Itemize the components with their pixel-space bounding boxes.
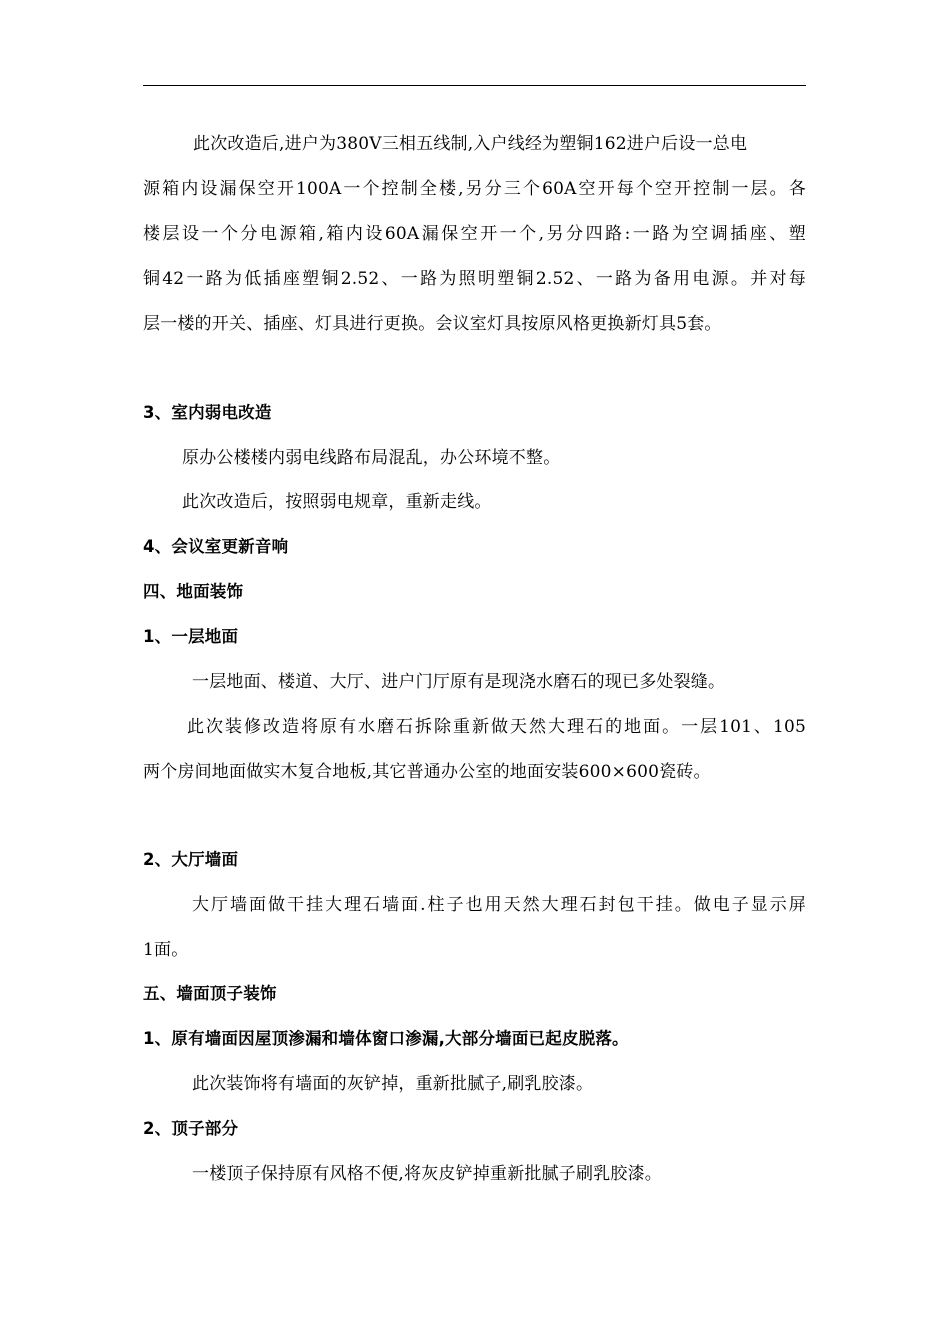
body-text-line: 此次装饰将有墙面的灰铲掉，重新批腻子,刷乳胶漆。 (192, 1074, 594, 1094)
body-text-line: 此次改造后，按照弱电规章，重新走线。 (182, 492, 492, 512)
body-text-line: 此次改造后,进户为380V三相五线制,入户线经为塑铜162进户后设一总电 (193, 134, 748, 154)
body-text-line: 铜42一路为低插座塑铜2.52、一路为照明塑铜2.52、一路为备用电源。并对每 (143, 269, 806, 289)
body-text-line: 1面。 (143, 940, 189, 960)
body-text-line: 原办公楼楼内弱电线路布局混乱，办公环境不整。 (182, 448, 561, 468)
section-heading: 2、顶子部分 (143, 1119, 239, 1138)
body-text-line: 大厅墙面做干挂大理石墙面.柱子也用天然大理石封包干挂。做电子显示屏 (192, 895, 806, 915)
body-text-line: 两个房间地面做实木复合地板,其它普通办公室的地面安装600×600瓷砖。 (143, 762, 711, 782)
body-text-line: 层一楼的开关、插座、灯具进行更换。会议室灯具按原风格更换新灯具5套。 (143, 314, 722, 334)
header-rule (143, 85, 806, 86)
body-text-line: 一层地面、楼道、大厅、进户门厅原有是现浇水磨石的现已多处裂缝。 (192, 672, 726, 692)
body-text-line: 一楼顶子保持原有风格不便,将灰皮铲掉重新批腻子刷乳胶漆。 (192, 1164, 663, 1184)
body-text-line: 源箱内设漏保空开100A一个控制全楼,另分三个60A空开每个空开控制一层。各 (143, 179, 806, 199)
part-heading: 四、地面装饰 (143, 582, 244, 601)
section-heading: 3、室内弱电改造 (143, 403, 272, 422)
part-heading: 五、墙面顶子装饰 (143, 984, 277, 1003)
section-heading: 4、会议室更新音响 (143, 537, 289, 556)
section-heading: 2、大厅墙面 (143, 850, 239, 869)
section-heading: 1、原有墙面因屋顶渗漏和墙体窗口渗漏,大部分墙面已起皮脱落。 (143, 1029, 629, 1048)
body-text-line: 此次装修改造将原有水磨石拆除重新做天然大理石的地面。一层101、105 (187, 717, 806, 737)
section-heading: 1、一层地面 (143, 627, 239, 646)
body-text-line: 楼层设一个分电源箱,箱内设60A漏保空开一个,另分四路:一路为空调插座、塑 (143, 224, 806, 244)
